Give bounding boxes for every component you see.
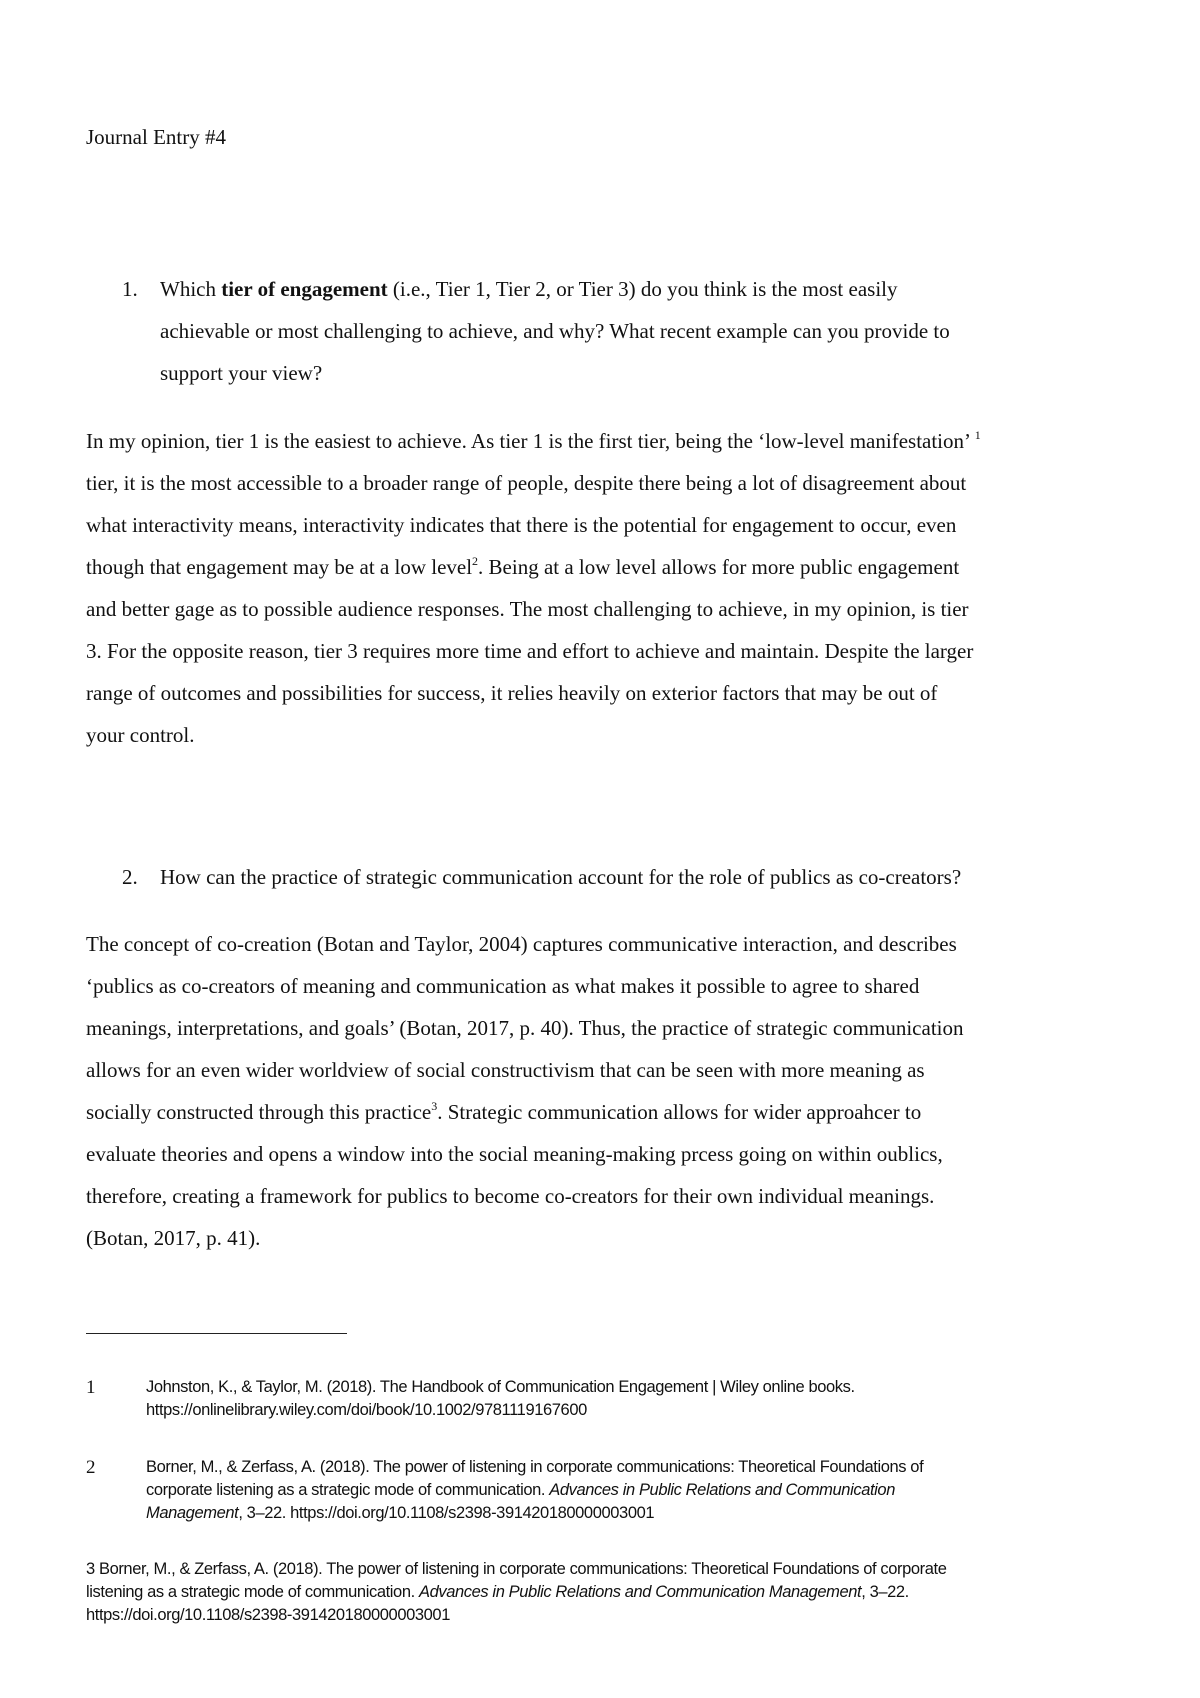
footnote-line (146, 1479, 1116, 1502)
footnote-text: , 3–22. (861, 1583, 909, 1601)
journal-title: Advances in Public Relations and Communication (549, 1481, 895, 1499)
paragraph-line: allows for an even wider worldview of social constructivism that can be seen with more meaning as (86, 1058, 925, 1082)
journal-title: Advances in Public Relations and Communication Management (418, 1583, 862, 1601)
paragraph-line: The concept of co-creation (Botan and Taylor, 2004) captures communicative interaction, and describes (86, 932, 957, 956)
question-number: 2. (122, 865, 138, 889)
question-line: support your view? (160, 361, 323, 385)
paragraph-line: what interactivity means, interactivity indicates that there is the potential for engagement to occur, even (86, 513, 957, 537)
footnote-separator (86, 1333, 347, 1334)
footnote-text: corporate listening as a strategic mode of communication. (146, 1481, 550, 1499)
paragraph-line: your control. (86, 723, 195, 747)
paragraph-text: . Strategic communication allows for wider approahcer to (437, 1100, 922, 1124)
answer-2-paragraph (86, 923, 1118, 1259)
question-line (160, 268, 1102, 310)
paragraph-line: therefore, creating a framework for publics to become co-creators for their own individual meanings. (86, 1184, 935, 1208)
paragraph-text: In my opinion, tier 1 is the easiest to achieve. As tier 1 is the first tier, being the ‘low-level manifestation’ (86, 429, 970, 453)
paragraph-text: socially constructed through this practice (86, 1100, 432, 1124)
footnote-link[interactable]: https://doi.org/10.1108/s2398-391420180000003001 (86, 1606, 450, 1624)
footnote-ref-1[interactable]: 1 (974, 428, 981, 442)
footnote-number: 2 (86, 1457, 96, 1478)
question-2 (122, 856, 1102, 898)
paragraph-line: tier, it is the most accessible to a broader range of people, despite there being a lot of disagreement about (86, 471, 967, 495)
footnote-number: 1 (86, 1377, 96, 1398)
question-line-rest: (i.e., Tier 1, Tier 2, or Tier 3) do you think is the most easily (387, 277, 898, 301)
paragraph-text: though that engagement may be at a low level (86, 555, 473, 579)
footnote-body (146, 1376, 1116, 1422)
question-number: 1. (122, 277, 138, 301)
paragraph-line (86, 546, 1118, 588)
footnote-text: , 3–22. https://doi.org/10.1108/s2398-391420180000003001 (238, 1504, 655, 1522)
paragraph-line (86, 420, 1118, 462)
answer-1-paragraph (86, 420, 1118, 756)
question-1 (122, 268, 1102, 394)
question-prefix: Which (160, 277, 222, 301)
question-text (160, 856, 1102, 898)
question-line: How can the practice of strategic communication account for the role of publics as co-creators? (160, 865, 962, 889)
paragraph-line: (Botan, 2017, p. 41). (86, 1226, 261, 1250)
question-line: achievable or most challenging to achieve, and why? What recent example can you provide to (160, 319, 950, 343)
footnote-ref-3[interactable]: 3 (431, 1099, 438, 1113)
footnote-text: listening as a strategic mode of communication. (86, 1583, 419, 1601)
footnote-line: Johnston, K., & Taylor, M. (2018). The Handbook of Communication Engagement | Wiley online books. (146, 1378, 855, 1396)
footnote-ref-2[interactable]: 2 (472, 554, 479, 568)
footnote-link[interactable]: https://onlinelibrary.wiley.com/doi/book/10.1002/9781119167600 (146, 1401, 587, 1419)
paragraph-line: and better gage as to possible audience responses. The most challenging to achieve, in my opinion, is tier (86, 597, 969, 621)
journal-title: Management (146, 1504, 239, 1522)
page-title: Journal Entry #4 (86, 125, 226, 149)
footnote-3 (86, 1558, 1120, 1627)
footnote-1 (86, 1376, 1116, 1422)
paragraph-line: meanings, interpretations, and goals’ (Botan, 2017, p. 40). Thus, the practice of strategic communication (86, 1016, 964, 1040)
footnote-2 (86, 1456, 1116, 1525)
footnote-body (86, 1558, 1120, 1627)
footnote-body (146, 1456, 1116, 1525)
footnote-line (86, 1581, 1120, 1604)
footnote-line: Borner, M., & Zerfass, A. (2018). The power of listening in corporate communications: Theoretical Foundations of (146, 1458, 924, 1476)
footnote-line: 3 Borner, M., & Zerfass, A. (2018). The power of listening in corporate communications: Theoretical Foundations of corporate (86, 1560, 947, 1578)
paragraph-line: ‘publics as co-creators of meaning and communication as what makes it possible to agree to shared (86, 974, 920, 998)
paragraph-line: 3. For the opposite reason, tier 3 requires more time and effort to achieve and maintain. Despite the larger (86, 639, 974, 663)
paragraph-line: range of outcomes and possibilities for success, it relies heavily on exterior factors that may be out of (86, 681, 938, 705)
paragraph-line (86, 1091, 1118, 1133)
question-bold-term: tier of engagement (221, 277, 388, 301)
question-text (160, 268, 1102, 394)
paragraph-text: . Being at a low level allows for more public engagement (478, 555, 960, 579)
paragraph-line: evaluate theories and opens a window into the social meaning-making prcess going on within oublics, (86, 1142, 943, 1166)
footnote-line (146, 1502, 1116, 1525)
